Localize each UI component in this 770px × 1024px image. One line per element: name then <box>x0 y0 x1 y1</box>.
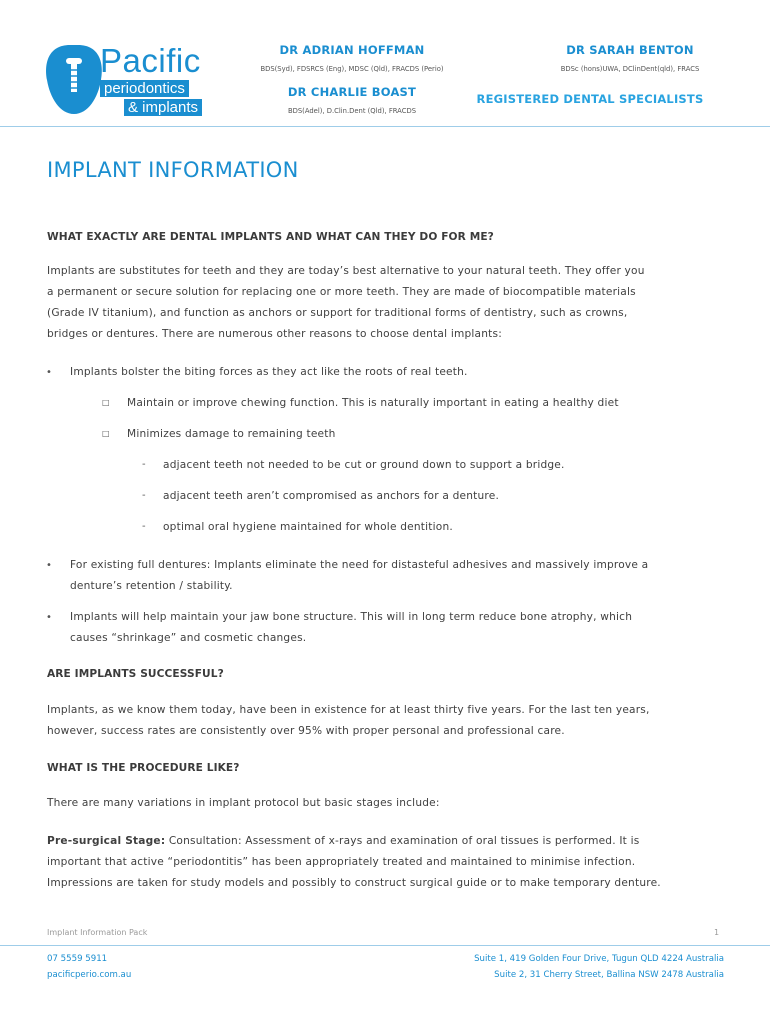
bullet-dot-icon: • <box>46 367 52 378</box>
paragraph-line: (Grade IV titanium), and function as anchors or support for traditional forms of dentistry, such as crowns, <box>47 307 628 319</box>
bullet-line: For existing full dentures: Implants eliminate the need for distasteful adhesives and massively improve a <box>70 559 649 571</box>
section-heading: WHAT EXACTLY ARE DENTAL IMPLANTS AND WHAT CAN THEY DO FOR ME? <box>47 231 494 243</box>
bullet-item: Implants bolster the biting forces as they act like the roots of real teeth. <box>70 366 468 378</box>
paragraph-line: Implants are substitutes for teeth and they are today’s best alternative to your natural teeth. They offer you <box>47 265 645 277</box>
registered-specialists: REGISTERED DENTAL SPECIALISTS <box>476 92 704 106</box>
sub-bullet-item: Minimizes damage to remaining teeth <box>127 428 336 440</box>
doctor-hoffman <box>232 43 472 73</box>
footer-divider <box>0 945 770 946</box>
procedure-intro: There are many variations in implant protocol but basic stages include: <box>47 797 440 809</box>
dash-bullet-icon: - <box>142 459 146 470</box>
bullet-item <box>70 607 632 649</box>
section-heading: WHAT IS THE PROCEDURE LIKE? <box>47 762 240 774</box>
dash-bullet-icon: - <box>142 521 146 532</box>
paragraph-line: important that active “periodontitis” has been appropriately treated and maintained to minimise infection. <box>47 856 636 868</box>
pre-surgical-paragraph <box>47 831 727 894</box>
paragraph-line: Implants, as we know them today, have been in existence for at least thirty five years. For the last ten years, <box>47 704 650 716</box>
brand-tagline-2: & implants <box>124 99 202 116</box>
brand-wordmark <box>100 44 212 116</box>
bullet-line: causes “shrinkage” and cosmetic changes. <box>70 632 307 644</box>
bullet-item <box>70 555 648 597</box>
dash-item: optimal oral hygiene maintained for whole dentition. <box>163 521 453 533</box>
doctor-qualifications: BDS(Adel), D.Clin.Dent (Qld), FRACDS <box>287 107 417 115</box>
doctor-name: DR CHARLIE BOAST <box>287 85 417 99</box>
intro-paragraph <box>47 261 727 345</box>
page-number: 1 <box>714 928 720 937</box>
sub-bullet-item: Maintain or improve chewing function. This is naturally important in eating a healthy diet <box>127 397 619 409</box>
doctor-qualifications: BDS(Syd), FDSRCS (Eng), MDSC (Qld), FRACDS (Perio) <box>260 65 444 73</box>
square-bullet-icon: □ <box>102 429 110 438</box>
doctor-qualifications: BDSc (hons)UWA, DClinDent(qld), FRACS <box>560 65 700 73</box>
footer-address-ballina: Suite 2, 31 Cherry Street, Ballina NSW 2478 Australia <box>494 970 724 980</box>
doctor-name: DR ADRIAN HOFFMAN <box>279 43 425 57</box>
stage-text: Consultation: Assessment of x-rays and examination of oral tissues is performed. It is <box>165 835 640 847</box>
bullet-line: Implants will help maintain your jaw bone structure. This will in long term reduce bone atrophy, which <box>70 611 633 623</box>
doctor-benton <box>510 43 750 73</box>
footer-document-label: Implant Information Pack <box>47 928 148 937</box>
paragraph-line: a permanent or secure solution for replacing one or more teeth. They are made of biocompatible materials <box>47 286 636 298</box>
dash-bullet-icon: - <box>142 490 146 501</box>
header-divider <box>0 126 770 127</box>
brand-tagline-1: periodontics <box>100 80 189 97</box>
bullet-dot-icon: • <box>46 560 52 571</box>
brand-name: Pacific <box>100 42 201 79</box>
paragraph-line: bridges or dentures. There are numerous other reasons to choose dental implants: <box>47 328 503 340</box>
doctor-name: DR SARAH BENTON <box>566 43 694 57</box>
paragraph-line: Impressions are taken for study models and possibly to construct surgical guide or to make temporary denture. <box>47 877 661 889</box>
bullet-dot-icon: • <box>46 612 52 623</box>
success-paragraph <box>47 700 727 742</box>
footer-phone-link[interactable]: 07 5559 5911 <box>47 954 108 964</box>
dash-item: adjacent teeth not needed to be cut or ground down to support a bridge. <box>163 459 565 471</box>
square-bullet-icon: □ <box>102 398 110 407</box>
bullet-line: denture’s retention / stability. <box>70 580 233 592</box>
section-heading: ARE IMPLANTS SUCCESSFUL? <box>47 668 224 680</box>
paragraph-line: however, success rates are consistently over 95% with proper personal and professional care. <box>47 725 565 737</box>
footer-address-tugun: Suite 1, 419 Golden Four Drive, Tugun QLD 4224 Australia <box>474 954 724 964</box>
doctor-boast <box>232 85 472 115</box>
footer-website-link[interactable]: pacificperio.com.au <box>47 970 132 980</box>
stage-label: Pre-surgical Stage: <box>47 835 166 847</box>
page-title: IMPLANT INFORMATION <box>47 158 299 182</box>
dash-item: adjacent teeth aren’t compromised as anchors for a denture. <box>163 490 500 502</box>
